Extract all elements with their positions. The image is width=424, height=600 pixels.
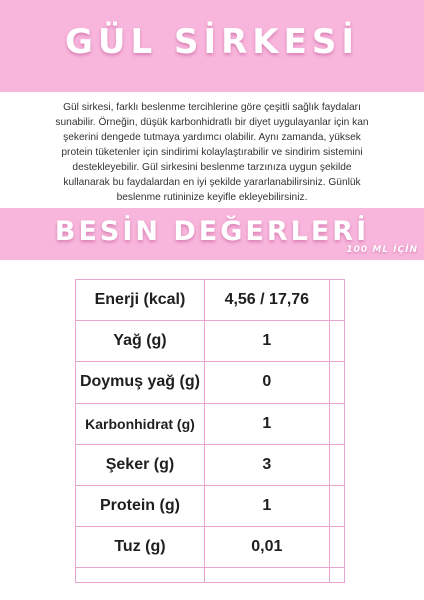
table-row: [76, 362, 345, 403]
empty-cell: [76, 568, 205, 583]
product-title: GÜL SİRKESİ: [64, 22, 360, 62]
nutrient-name: Doymuş yağ (g): [76, 362, 205, 403]
empty-cell: [329, 527, 344, 568]
nutrition-title: BESİN DEĞERLERİ: [54, 216, 370, 247]
nutrition-table: [75, 279, 345, 583]
nutrient-value: 3: [204, 444, 329, 485]
table-row: [76, 280, 345, 321]
empty-cell: [329, 444, 344, 485]
nutrient-name: Yağ (g): [76, 321, 205, 362]
nutrient-value: 1: [204, 485, 329, 526]
table-row: [76, 527, 345, 568]
empty-cell: [329, 568, 344, 583]
nutrient-value: 4,56 / 17,76: [204, 280, 329, 321]
nutrient-value: 1: [204, 321, 329, 362]
nutrient-value: 0,01: [204, 527, 329, 568]
nutrient-name: Tuz (g): [76, 527, 205, 568]
nutrient-value: 0: [204, 362, 329, 403]
product-description: Gül sirkesi, farklı beslenme tercihlerine göre çeşitli sağlık faydaları sunabilir. Örneğin, düşük karbonhidratlı bir diyet uygulayanlar için kan şekerini dengede tutmaya yardımcı olabilir. Aynı zamanda, yüksek protein tüketenler için sindirimi kolaylaştırabilir ve sindirim sistemini destekleyebilir. Gül sirkesini beslenme tarzınıza uygun şekilde kullanarak bu faydalardan en iyi şekilde yararlanabilirsiniz. Günlük beslenme rutininize keyifle ekleyebilirsiniz.: [55, 102, 369, 203]
empty-cell: [329, 321, 344, 362]
table-row: [76, 403, 345, 444]
table-row-blank: [76, 568, 345, 583]
nutrient-name: Şeker (g): [76, 444, 205, 485]
table-row: [76, 321, 345, 362]
serving-unit-label: 100 ML İÇİN: [346, 245, 418, 255]
table-row: [76, 485, 345, 526]
nutrient-value: 1: [204, 403, 329, 444]
title-banner: [0, 0, 424, 92]
empty-cell: [329, 485, 344, 526]
empty-cell: [329, 362, 344, 403]
table-row: [76, 444, 345, 485]
nutrient-name: Karbonhidrat (g): [76, 403, 205, 444]
empty-cell: [329, 403, 344, 444]
nutrition-banner: [0, 208, 424, 260]
nutrient-name: Enerji (kcal): [76, 280, 205, 321]
empty-cell: [204, 568, 329, 583]
nutrient-name: Protein (g): [76, 485, 205, 526]
empty-cell: [329, 280, 344, 321]
